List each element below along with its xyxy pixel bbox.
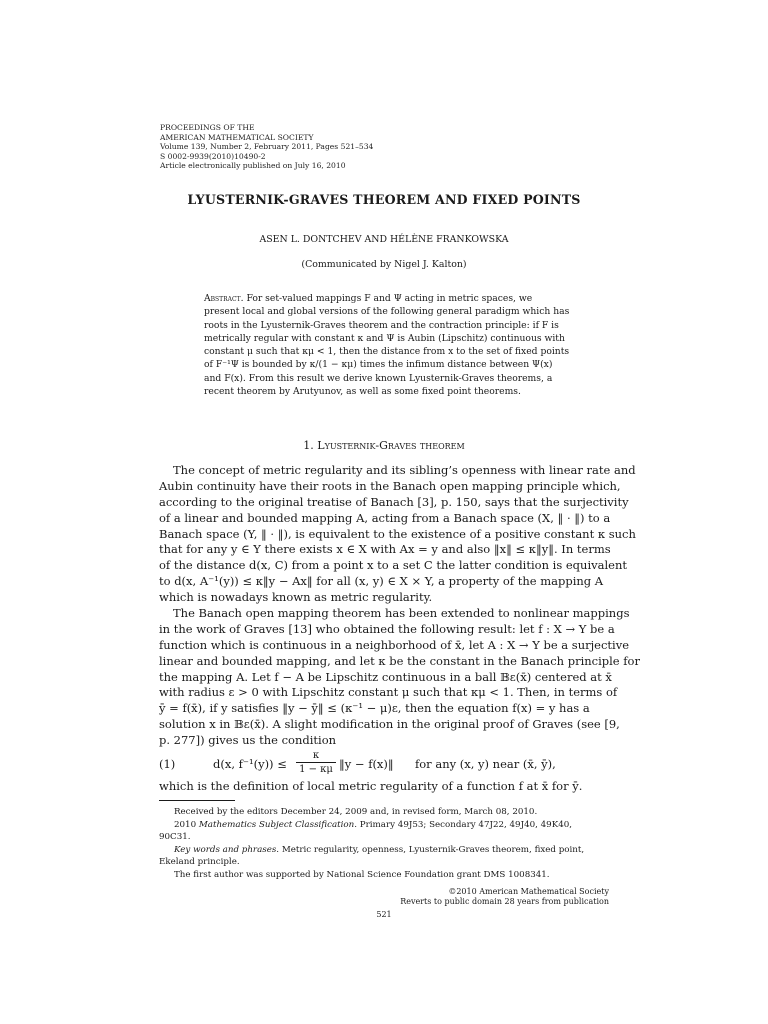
- body-line: linear and bounded mapping, and let κ be the constant in the Banach principle for: [159, 653, 640, 668]
- section-heading: 1. Lyusternik-Graves theorem: [303, 439, 465, 452]
- equation-fraction: [296, 749, 336, 776]
- body-line: in the work of Graves [13] who obtained the following result: let f : X → Y be a: [159, 621, 615, 636]
- paper-authors: ASEN L. DONTCHEV AND HÉLÈNE FRANKOWSKA: [259, 234, 509, 245]
- copyright-notice: [300, 887, 609, 907]
- footnote-rule: [159, 800, 235, 801]
- body-line: which is the definition of local metric regularity of a function f at x̄ for ȳ.: [159, 779, 583, 794]
- body-line: function which is continuous in a neighborhood of x̄, let A : X → Y be a surjective: [159, 637, 630, 652]
- journal-header-line: PROCEEDINGS OF THE: [160, 123, 255, 132]
- equation-number: (1): [159, 757, 176, 772]
- journal-header-line: Volume 139, Number 2, February 2011, Pages 521–534: [160, 142, 374, 152]
- body-line: ȳ = f(x̄), if y satisfies ‖y − ȳ‖ ≤ (κ⁻¹ − μ)ε, then the equation f(x) = y has a: [159, 701, 590, 716]
- body-line: that for any y ∈ Y there exists x ∈ X with Ax = y and also ‖x‖ ≤ κ‖y‖. In terms: [159, 542, 611, 557]
- body-line: with radius ε > 0 with Lipschitz constant μ such that κμ < 1. Then, in terms of: [159, 685, 618, 700]
- footnote-keywords-cont: Ekeland principle.: [159, 857, 240, 868]
- communicated-by: (Communicated by Nigel J. Kalton): [301, 259, 467, 270]
- body-line: Aubin continuity have their roots in the Banach open mapping principle which,: [159, 478, 621, 493]
- body-line: of a linear and bounded mapping A, acting from a Banach space (X, ‖ · ‖) to a: [159, 510, 611, 525]
- fraction-denominator: 1 − κμ: [299, 764, 333, 776]
- footnote-msc-cont: 90C31.: [159, 832, 191, 843]
- body-line: the mapping A. Let f − A be Lipschitz continuous in a ball 𝔹ε(x̄) centered at x̄: [159, 669, 612, 684]
- abstract-line: metrically regular with constant κ and Ψ is Aubin (Lipschitz) continuous with: [204, 332, 565, 344]
- body-line: solution x in 𝔹ε(x̄). A slight modification in the original proof of Graves (see [9,: [159, 717, 620, 732]
- abstract-line: Abstract. For set-valued mappings F and Ψ acting in metric spaces, we: [204, 293, 533, 304]
- body-line: which is nowadays known as metric regularity.: [159, 590, 433, 605]
- journal-header: [160, 123, 373, 171]
- footnote-keywords: Key words and phrases. Metric regularity, openness, Lyusternik-Graves theorem, fixed point,: [174, 844, 585, 855]
- body-line: The Banach open mapping theorem has been extended to nonlinear mappings: [173, 606, 630, 621]
- equation-rhs: ‖y − f(x)‖: [339, 757, 394, 772]
- body-line: according to the original treatise of Banach [3], p. 150, says that the surjectivity: [159, 494, 629, 509]
- footnotes: [159, 806, 610, 882]
- abstract-line: present local and global versions of the following general paradigm which has: [204, 306, 570, 318]
- journal-header-line: Article electronically published on July 16, 2010: [160, 161, 346, 171]
- abstract-line: and F(x). From this result we derive known Lyusternik-Graves theorems, a: [204, 372, 553, 384]
- equation-condition: for any (x, y) near (x̄, ȳ),: [415, 757, 556, 772]
- msc-label: Mathematics Subject Classification.: [198, 819, 358, 830]
- copyright-line: ©2010 American Mathematical Society: [448, 887, 609, 896]
- footnote-support: The first author was supported by National Science Foundation grant DMS 1008341.: [174, 869, 550, 880]
- copyright-line: Reverts to public domain 28 years from publication: [400, 897, 609, 906]
- body-line: p. 277]) gives us the condition: [159, 733, 337, 748]
- body-line: Banach space (Y, ‖ · ‖), is equivalent to the existence of a positive constant κ such: [159, 526, 636, 541]
- page-number: 521: [376, 910, 392, 919]
- abstract-line: recent theorem by Arutyunov, as well as some fixed point theorems.: [204, 386, 521, 398]
- paper-title: LYUSTERNIK-GRAVES THEOREM AND FIXED POINTS: [187, 192, 581, 207]
- keywords-label: Key words and phrases.: [174, 844, 280, 855]
- body-line: of the distance d(x, C) from a point x to a set C the latter condition is equivalent: [159, 558, 627, 573]
- abstract-line: roots in the Lyusternik-Graves theorem and the contraction principle: if F is: [204, 319, 559, 331]
- equation-lhs: d(x, f⁻¹(y)) ≤: [213, 757, 287, 772]
- abstract-line: constant μ such that κμ < 1, then the distance from x to the set of fixed points: [204, 346, 570, 358]
- journal-header-line: S 0002-9939(2010)10490-2: [160, 151, 266, 161]
- journal-header-line: AMERICAN MATHEMATICAL SOCIETY: [160, 132, 314, 142]
- equation-1: [159, 749, 610, 779]
- body-line: to d(x, A⁻¹(y)) ≤ κ‖y − Ax‖ for all (x, y) ∈ X × Y, a property of the mapping A: [159, 574, 604, 589]
- footnote-msc: 2010 Mathematics Subject Classification. Primary 49J53; Secondary 47J22, 49J40, 49K40,: [174, 819, 573, 830]
- footnote-received: Received by the editors December 24, 2009 and, in revised form, March 08, 2010.: [174, 807, 538, 817]
- body-text: [159, 463, 640, 795]
- fraction-numerator: κ: [296, 749, 336, 763]
- abstract-line: of F⁻¹Ψ is bounded by κ/(1 − κμ) times the infimum distance between Ψ(x): [204, 359, 553, 371]
- abstract-label: Abstract.: [204, 293, 244, 304]
- body-line: The concept of metric regularity and its sibling’s openness with linear rate and: [173, 463, 636, 477]
- abstract: [204, 292, 570, 398]
